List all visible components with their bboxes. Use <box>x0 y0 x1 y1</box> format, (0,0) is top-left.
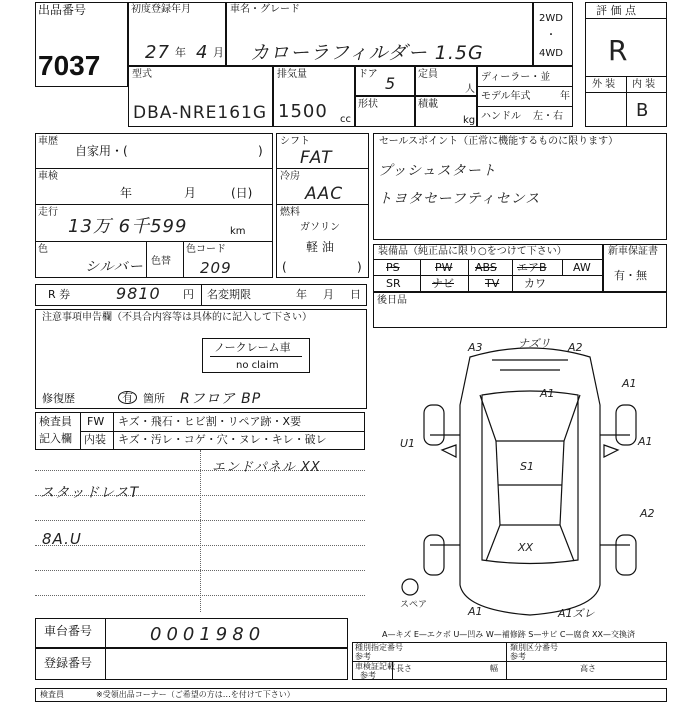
windshield <box>480 395 580 441</box>
chassis-label: 車台番号 <box>44 624 93 638</box>
door-label: ドア <box>358 69 378 80</box>
shaken-month-unit: 月 <box>184 186 197 200</box>
history-label: 車歴 <box>38 136 58 147</box>
equip-aw: AW <box>573 261 591 274</box>
no-claim-en: no claim <box>236 360 279 371</box>
load-unit: kg <box>463 115 476 126</box>
car-diagram <box>400 335 662 625</box>
bottom-label: 検査員 <box>40 690 64 699</box>
drive-dot: ・ <box>546 30 556 41</box>
disp-unit: cc <box>340 114 351 125</box>
grade-label: 評 価 点 <box>596 4 636 17</box>
size-label: 車検証記載 <box>355 662 395 671</box>
name-change-year: 年 <box>296 288 307 301</box>
model-year-label: モデル年式 <box>481 91 531 102</box>
sales-line1: プッシュスタート <box>378 163 497 179</box>
handle-label: ハンドル <box>481 111 521 122</box>
equip-leather: カワ <box>524 277 546 290</box>
load-label: 積載 <box>418 99 438 110</box>
type-label: 種別指定番号 <box>355 643 403 652</box>
mark-a3: A3 <box>468 341 483 354</box>
height-label: 高さ <box>580 664 596 673</box>
car-outline <box>460 348 600 615</box>
first-reg-year-unit: 年 <box>175 46 186 59</box>
first-reg-label: 初度登録年月 <box>131 4 191 15</box>
fuel-diesel: 軽 油 <box>306 240 334 254</box>
int-value: B <box>636 100 650 121</box>
fw-label: FW <box>87 415 105 428</box>
equipment-label: 装備品（純正品に限り○をつけて下さい） <box>378 246 567 257</box>
inspector-label-2: 記入欄 <box>39 432 72 445</box>
model-year-unit: 年 <box>560 91 570 102</box>
color-code-value: 209 <box>200 259 232 277</box>
length-label: 長さ <box>396 664 412 673</box>
shift-label: シフト <box>280 136 310 147</box>
equip-tv: TV <box>485 277 500 290</box>
color-code-label: 色コード <box>186 244 226 255</box>
equip-ps: PS <box>386 261 400 274</box>
lot-label: 出品番号 <box>38 3 87 17</box>
history-value: 自家用・( <box>75 144 128 158</box>
recycle-label: R 券 <box>48 288 71 301</box>
mark-xx: XX <box>518 541 534 554</box>
mark-a1-right: A1 <box>638 435 653 448</box>
wheel-fl <box>424 405 444 445</box>
ac-value: AAC <box>305 184 344 204</box>
spare-wheel <box>402 579 418 595</box>
wheel-rl <box>424 535 444 575</box>
first-reg-month: 4 <box>196 42 209 63</box>
fuel-label: 燃料 <box>280 207 300 218</box>
remark-3: 8A.U <box>42 530 82 548</box>
mirror-left <box>442 445 456 457</box>
ext-label: 外 装 <box>592 79 616 90</box>
mark-a1-zure: A1ズレ <box>558 607 595 620</box>
mark-u1: U1 <box>400 437 416 450</box>
repair-label: 修復歴 <box>42 392 75 405</box>
fuel-paren-open: ( <box>282 260 287 274</box>
roof <box>482 391 578 564</box>
handle-value: 左・右 <box>533 111 563 122</box>
first-reg-year: 27 <box>145 42 170 63</box>
remark-1: エンドパネル XX <box>212 460 321 475</box>
disp-label: 排気量 <box>277 69 307 80</box>
notes-label: 注意事項申告欄（不具合内容等は具体的に記入して下さい） <box>42 312 312 323</box>
repaint-label: 色替 <box>151 256 171 267</box>
equip-airbag: エアB <box>517 261 547 274</box>
spare-label: スペア <box>400 600 428 610</box>
mark-s1: S1 <box>520 460 534 473</box>
mark-a1-front: A1 <box>540 387 555 400</box>
history-paren-close: ) <box>258 144 263 158</box>
fuel-paren-close: ) <box>357 260 362 274</box>
after-items-box <box>373 292 667 328</box>
int-insp-label: 内装 <box>84 433 106 446</box>
shaken-day-unit: (日) <box>231 186 253 200</box>
repair-place-label: 箇所 <box>143 392 165 405</box>
door-value: 5 <box>385 74 397 93</box>
mark-a2-top: A2 <box>568 341 583 354</box>
model-label: 型式 <box>132 69 152 80</box>
mark-a1-rightfront: A1 <box>622 377 637 390</box>
drive-2wd: 2WD <box>539 13 563 24</box>
damage-legend: A—キズ E—エクボ U—凹み W—補修跡 S—サビ C—腐食 XX—交換済 <box>382 630 636 639</box>
mark-a2-right: A2 <box>640 507 655 520</box>
lot-number: 7037 <box>38 50 101 81</box>
class-sub: 参考 <box>510 652 526 661</box>
color-value: シルバー <box>85 259 144 275</box>
equip-sr: SR <box>386 277 401 290</box>
size-sub: 参考 <box>360 671 376 680</box>
shaken-year-unit: 年 <box>120 186 133 200</box>
first-reg-month-unit: 月 <box>213 46 224 59</box>
seats-unit: 人 <box>465 84 475 95</box>
car-name-value: カローラフィルダー 1.5G <box>250 42 484 64</box>
inspector-label-1: 検査員 <box>39 415 72 428</box>
int-label: 内 装 <box>632 79 656 90</box>
shift-value: FAT <box>300 148 333 168</box>
remark-2: スタッドレスT <box>40 485 140 501</box>
equip-pw: PW <box>435 261 453 274</box>
ac-label: 冷房 <box>280 171 300 182</box>
type-sub: 参考 <box>355 652 371 661</box>
seats-label: 定員 <box>418 69 438 80</box>
color-label: 色 <box>38 244 48 255</box>
mark-a1-rear: A1 <box>468 605 483 618</box>
mark-nazuri: ナズリ <box>518 337 551 350</box>
warranty-label: 新車保証書 <box>608 246 658 257</box>
bottom-note: ※受領出品コーナー（ご希望の方は…を付けて下さい） <box>96 690 295 699</box>
mirror-right <box>604 445 618 457</box>
shape-label: 形状 <box>358 99 378 110</box>
wheel-fr <box>616 405 636 445</box>
name-change-month: 月 <box>323 288 334 301</box>
reg-label: 登録番号 <box>44 656 93 670</box>
mileage-value: 13万 6千599 <box>68 216 188 237</box>
repair-place-value: Rフロア BP <box>180 391 262 407</box>
sales-box <box>373 133 667 240</box>
car-name-label: 車名・グレード <box>230 4 300 15</box>
mileage-label: 走行 <box>38 207 58 218</box>
recycle-yen: 円 <box>183 288 194 301</box>
fuel-gas: ガソリン <box>300 222 340 233</box>
name-change-day: 日 <box>350 288 361 301</box>
disp-value: 1500 <box>278 101 328 122</box>
width-label: 幅 <box>490 664 498 673</box>
int-insp-text: キズ・汚レ・コゲ・穴・ヌレ・キレ・破レ <box>118 433 327 446</box>
sales-label: セールスポイント（正常に機能するものに限ります） <box>379 136 619 147</box>
repair-value: 有 <box>118 391 137 404</box>
dealer-label: ディーラー・並 <box>481 72 551 83</box>
equip-abs: ABS <box>475 261 497 274</box>
warranty-value: 有・無 <box>614 269 647 282</box>
no-claim-jp: ノークレーム車 <box>214 341 291 354</box>
class-label: 類別区分番号 <box>510 643 558 652</box>
sales-line2: トヨタセーフティセンス <box>378 191 541 207</box>
mileage-unit: km <box>230 226 246 237</box>
shaken-label: 車検 <box>38 171 58 182</box>
grade-value: R <box>608 34 629 67</box>
recycle-value: 9810 <box>116 284 161 303</box>
model-value: DBA-NRE161G <box>133 103 268 123</box>
after-items-label: 後日品 <box>377 295 407 306</box>
fw-text: キズ・飛石・ヒビ割・リペア跡・X要 <box>118 415 302 428</box>
drive-4wd: 4WD <box>539 48 563 59</box>
wheel-rr <box>616 535 636 575</box>
name-change-label: 名変期限 <box>207 288 251 301</box>
chassis-value: 0001980 <box>150 624 266 645</box>
equip-navi: ナビ <box>432 277 454 290</box>
